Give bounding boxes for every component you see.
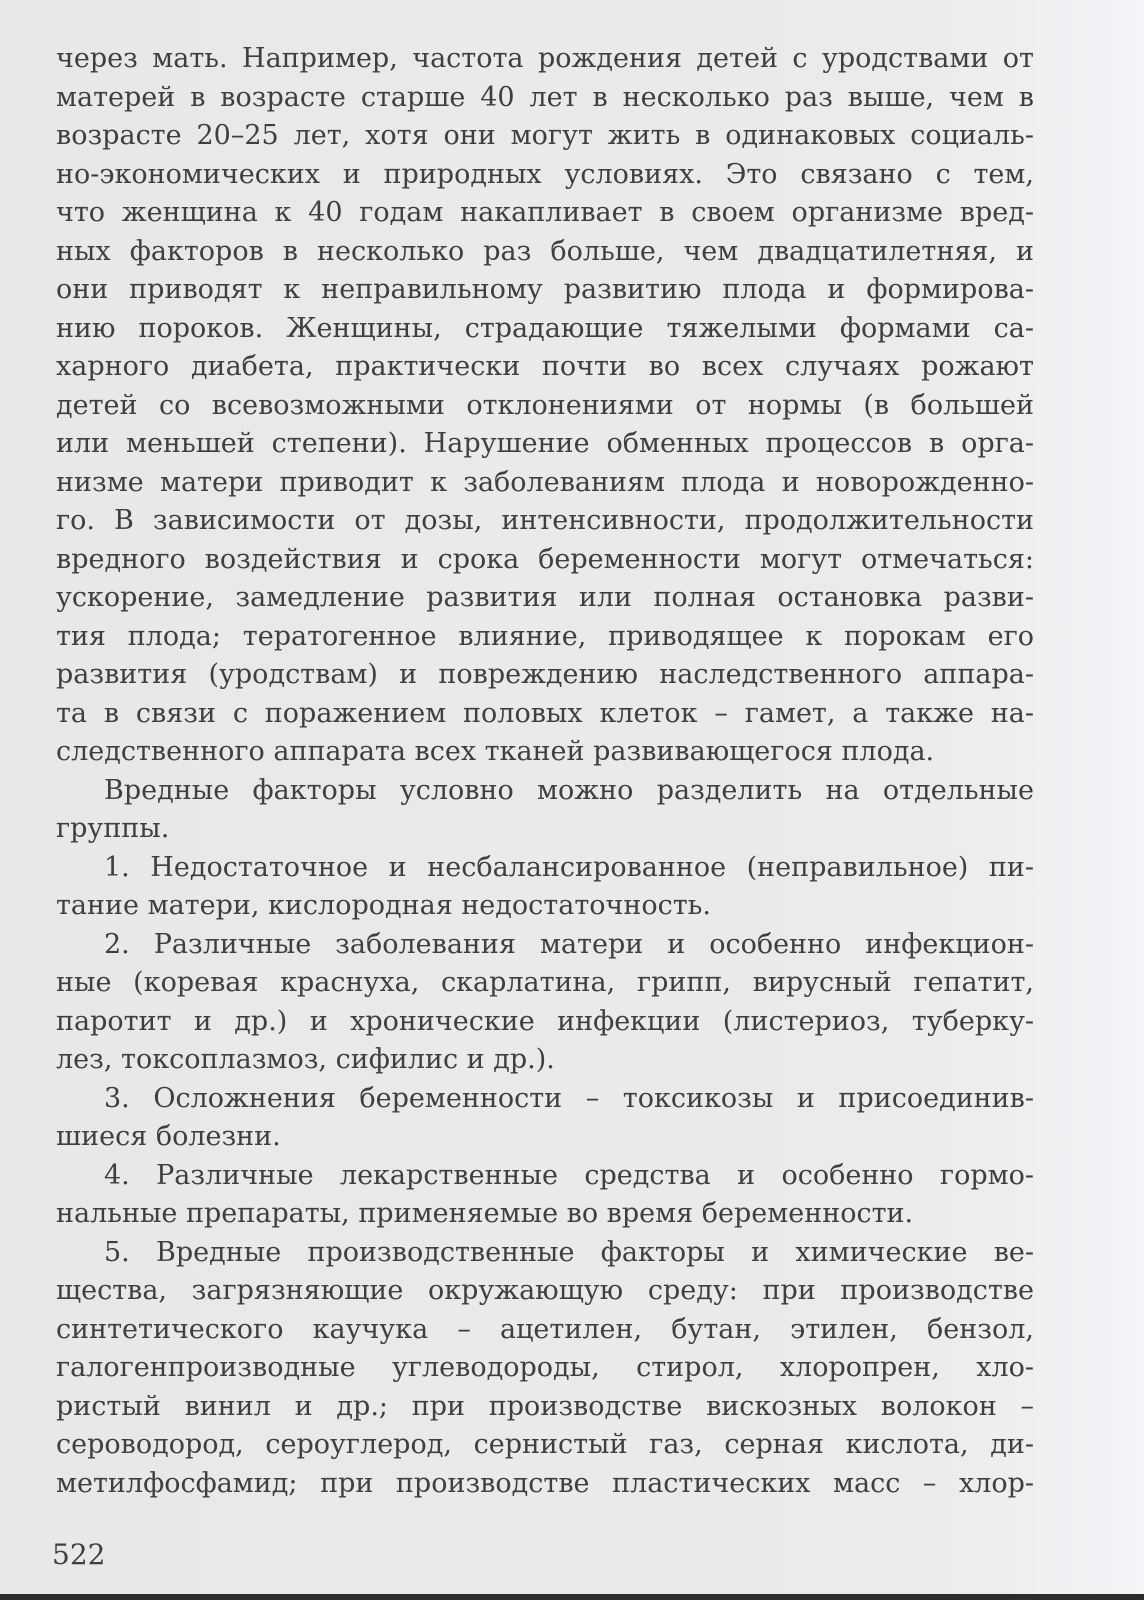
- text-line: матерей в возрасте старше 40 лет в несколько раз выше, чем в: [56, 81, 1034, 113]
- text-line: нию пороков. Женщины, страдающие тяжелыми формами са-: [56, 312, 1034, 344]
- body-text: [56, 40, 1034, 1503]
- text-line: они приводят к неправильному развитию плода и формирова-: [56, 274, 1034, 305]
- text-line: или меньшей степени). Нарушение обменных процессов в орга-: [56, 428, 1034, 459]
- text-line: ускорение, замедление развития или полная остановка разви-: [56, 582, 1034, 613]
- text-line: но-экономических и природных условиях. Это связано с тем,: [56, 158, 1034, 190]
- text-line: тание матери, кислородная недостаточность.: [56, 890, 711, 921]
- text-line: 2. Различные заболевания матери и особенно инфекцион-: [104, 928, 1034, 960]
- text-line: лез, токсоплазмоз, сифилис и др.).: [56, 1044, 555, 1075]
- text-line: Вредные факторы условно можно разделить на отдельные: [104, 774, 1034, 806]
- text-line: тия плода; тератогенное влияние, приводящее к порокам его: [56, 620, 1034, 652]
- text-line: 1. Недостаточное и несбалансированное (неправильное) пи-: [104, 851, 1034, 883]
- text-line: что женщина к 40 годам накапливает в своем организме вред-: [56, 197, 1034, 228]
- text-line: галогенпроизводные углеводороды, стирол, хлоропрен, хло-: [56, 1352, 1034, 1383]
- text-line: паротит и др.) и хронические инфекции (листериоз, туберку-: [56, 1005, 1034, 1037]
- text-line: ные (коревая краснуха, скарлатина, грипп, вирусный гепатит,: [56, 967, 1034, 998]
- page-edge-shadow: [1114, 0, 1144, 1600]
- text-line: та в связи с поражением половых клеток – гамет, а также на-: [56, 697, 1034, 729]
- scan-bottom-edge: [0, 1594, 1144, 1600]
- text-line: развития (уродствам) и повреждению наследственного аппара-: [56, 659, 1034, 690]
- text-line: 3. Осложнения беременности – токсикозы и присоединив-: [104, 1082, 1034, 1114]
- text-line: вредного воздействия и срока беременности могут отмечаться:: [56, 543, 1034, 575]
- text-line: через мать. Например, частота рождения детей с уродствами от: [56, 43, 1034, 74]
- text-line: возрасте 20–25 лет, хотя они могут жить в одинаковых социаль-: [56, 120, 1034, 151]
- text-line: синтетического каучука – ацетилен, бутан, этилен, бензол,: [56, 1313, 1034, 1345]
- text-line: ных факторов в несколько раз больше, чем двадцатилетняя, и: [56, 235, 1034, 267]
- text-line: следственного аппарата всех тканей развивающегося плода.: [56, 736, 935, 767]
- text-line: 5. Вредные производственные факторы и химические ве-: [104, 1236, 1034, 1268]
- text-line: го. В зависимости от дозы, интенсивности, продолжительности: [56, 505, 1034, 536]
- text-line: метилфосфамид; при производстве пластических масс – хлор-: [56, 1467, 1034, 1499]
- text-line: шиеся болезни.: [56, 1121, 281, 1152]
- text-line: группы.: [56, 813, 170, 844]
- page-number: 522: [52, 1538, 106, 1571]
- text-line: 4. Различные лекарственные средства и особенно гормо-: [104, 1159, 1034, 1191]
- text-line: сероводород, сероуглерод, сернистый газ, серная кислота, ди-: [56, 1429, 1034, 1460]
- text-line: харного диабета, практически почти во всех случаях рожают: [56, 351, 1034, 382]
- text-line: низме матери приводит к заболеваниям плода и новорожденно-: [56, 466, 1034, 498]
- text-line: щества, загрязняющие окружающую среду: при производстве: [56, 1275, 1034, 1306]
- text-line: детей со всевозможными отклонениями от нормы (в большей: [56, 389, 1034, 421]
- text-line: ристый винил и др.; при производстве вискозных волокон –: [56, 1390, 1034, 1422]
- text-line: нальные препараты, применяемые во время беременности.: [56, 1198, 914, 1229]
